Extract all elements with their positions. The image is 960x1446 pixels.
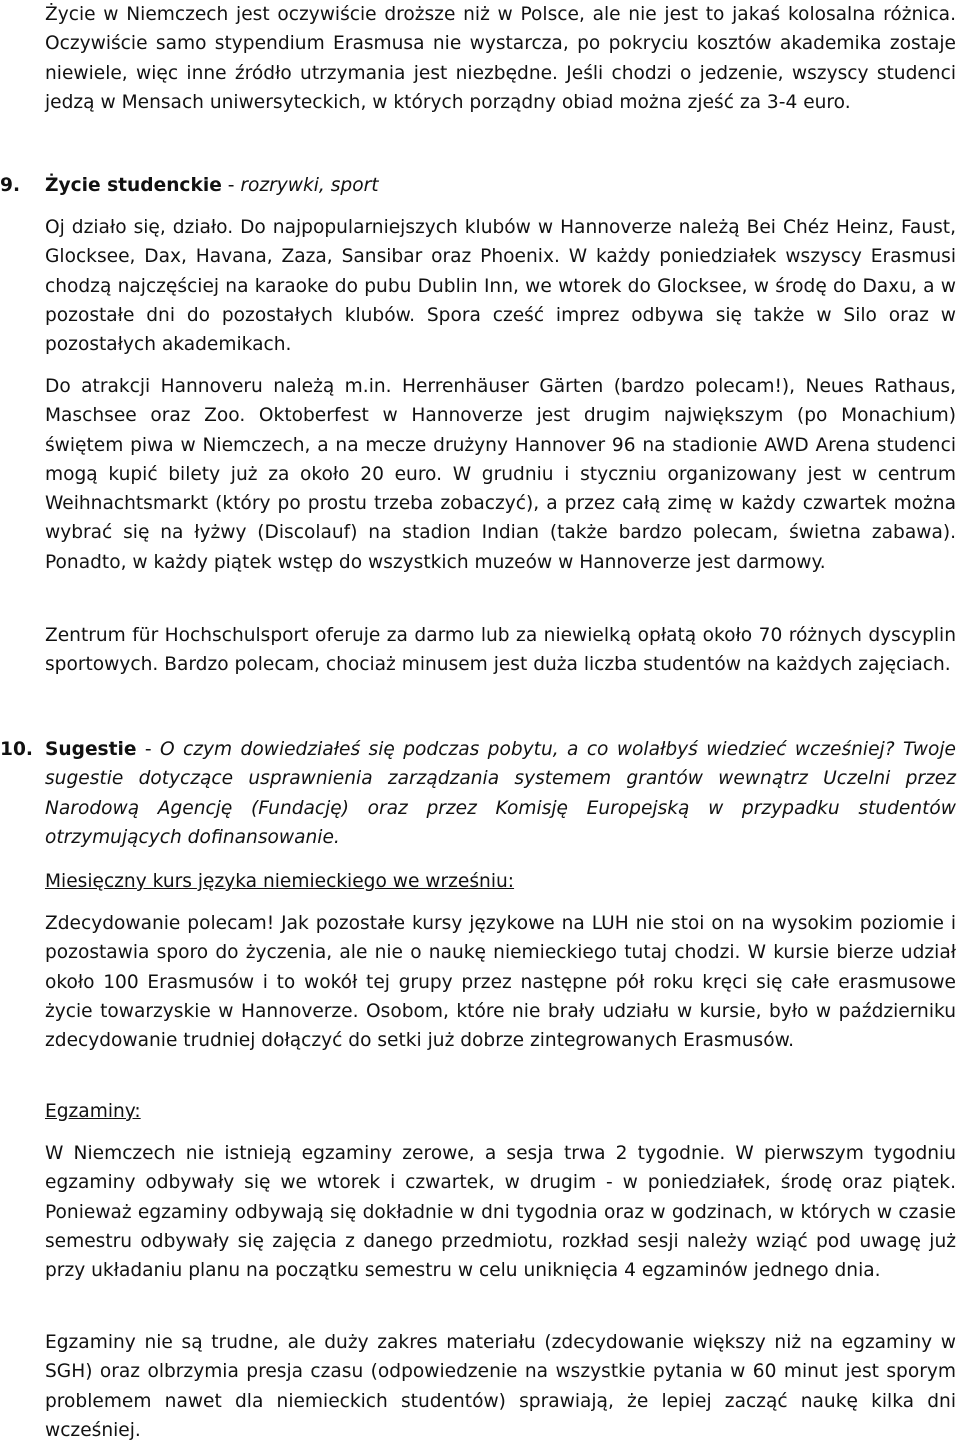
section-9-subtitle: rozrywki, sport (240, 175, 379, 196)
section-10-separator: - (136, 739, 161, 760)
section-10-subtitle: O czym dowiedziałeś się podczas pobytu, a co wolałbyś wiedzieć wcześniej? Twoje sugestie dotyczące usprawnienia zarządzania systemem grantów wewnątrz Uczelni przez Narodową Agencję (Fundację) oraz przez Komisję Europejską w przypadku studentów otrzymujących dofinansowanie. (45, 739, 956, 848)
paragraph-attractions: Do atrakcji Hannoveru należą m.in. Herrenhäuser Gärten (bardzo polecam!), Neues Rathaus, Maschsee oraz Zoo. Oktoberfest w Hannoverze jest drugim największym (po Monachium) świętem piwa w Niemczech, a na mecze drużyny Hannover 96 na stadionie AWD Arena studenci mogą kupić bilety już za około 20 euro. W grudniu i styczniu organizowany jest w centrum Weihnachtsmarkt (który po prostu trzeba zobaczyć), a przez całą zimę w każdy czwartek można wybrać się na łyżwy (Discolauf) na stadion Indian (także bardzo polecam, świetna zabawa). Ponadto, w każdy piątek wstęp do wszystkich muzeów w Hannoverze jest darmowy. (45, 376, 956, 573)
subheading-language-course: Miesięczny kurs języka niemieckiego we wrześniu: (45, 871, 515, 892)
paragraph-exams-difficulty: Egzaminy nie są trudne, ale duży zakres materiału (zdecydowanie większy niż na egzaminy w SGH) oraz olbrzymia presja czasu (odpowiedzenie na wszystkie pytania w 60 minut jest sporym problemem nawet dla niemieckich studentów) sprawiają, że lepiej zacząć naukę kilka dni wcześniej. (45, 1332, 956, 1441)
subheading-exams: Egzaminy: (45, 1101, 141, 1122)
section-9-separator: - (221, 175, 241, 196)
paragraph-exams-schedule: W Niemczech nie istnieją egzaminy zerowe, a sesja trwa 2 tygodnie. W pierwszym tygodniu egzaminy odbywały się we wtorek i czwartek, w drugim - w poniedziałek, środę oraz piątek. Ponieważ egzaminy odbywają się dokładnie w dni tygodnia oraz w godzinach, w których w czasie semestru odbywały się zajęcia z danego przedmiotu, rozkład sesji należy wziąć pod uwagę już przy układaniu planu na początku semestru w celu uniknięcia 4 egzaminów jednego dnia. (45, 1143, 956, 1282)
paragraph-living-costs: Życie w Niemczech jest oczywiście droższe niż w Polsce, ale nie jest to jakaś kolosalna różnica. Oczywiście samo stypendium Erasmusa nie wystarcza, po pokryciu kosztów akademika zostaje niewiele, więc inne źródło utrzymania jest niezbędne. Jeśli chodzi o jedzenie, wszyscy studenci jedzą w Mensach uniwersyteckich, w których porządny obiad można zjeść za 3-4 euro. (45, 4, 956, 113)
paragraph-language-course: Zdecydowanie polecam! Jak pozostałe kursy językowe na LUH nie stoi on na wysokim poziomie i pozostawia sporo do życzenia, ale nie o naukę niemieckiego tutaj chodzi. W kursie bierze udział około 100 Erasmusów i to wokół tej grupy przez następne pół roku kręci się całe erasmusowe życie towarzyskie w Hannoverze. Osobom, które nie brały udziału w kursie, było w październiku zdecydowanie trudniej dołączyć do setki już dobrze zintegrowanych Erasmusów. (45, 913, 956, 1052)
section-10-title: Sugestie (45, 739, 137, 760)
paragraph-sports: Zentrum für Hochschulsport oferuje za darmo lub za niewielką opłatą około 70 różnych dyscyplin sportowych. Bardzo polecam, chociaż minusem jest duża liczba studentów na każdych zajęciach. (45, 625, 956, 676)
section-9-title: Życie studenckie (45, 175, 222, 196)
section-10-number: 10. (0, 739, 33, 760)
section-9-number: 9. (0, 175, 21, 196)
paragraph-clubs: Oj działo się, działo. Do najpopularniejszych klubów w Hannoverze należą Bei Chéz Heinz, Faust, Glocksee, Dax, Havana, Zaza, Sansibar oraz Phoenix. W każdy poniedziałek wszyscy Erasmusi chodzą najczęściej na karaoke do pubu Dublin Inn, we wtorek do Glocksee, w środę do Daxu, a w pozostałe dni do pozostałych klubów. Spora cześć imprez odbywa się także w Silo oraz w pozostałych akademikach. (45, 217, 956, 356)
